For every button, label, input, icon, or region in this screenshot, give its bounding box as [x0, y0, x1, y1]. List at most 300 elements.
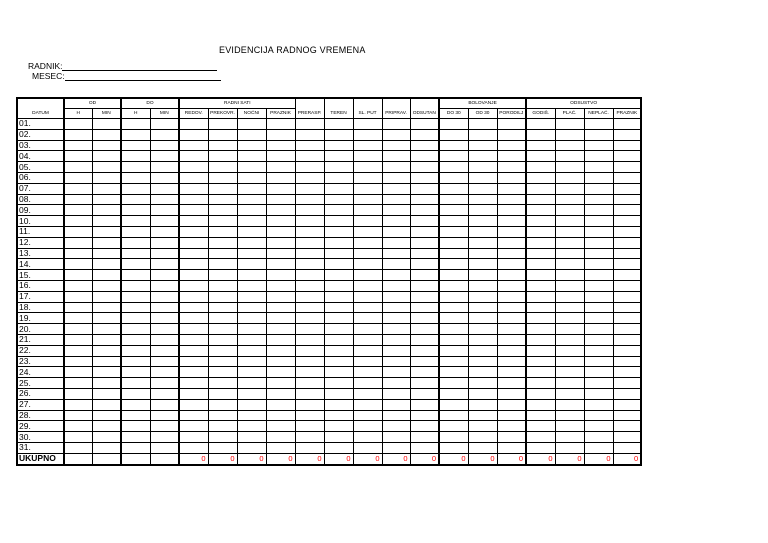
entry-cell[interactable]: [150, 237, 179, 248]
entry-cell[interactable]: [237, 388, 266, 399]
entry-cell[interactable]: [439, 280, 468, 291]
entry-cell[interactable]: [208, 151, 237, 162]
entry-cell[interactable]: [179, 140, 208, 151]
entry-cell[interactable]: [208, 291, 237, 302]
entry-cell[interactable]: [526, 129, 555, 140]
entry-cell[interactable]: [295, 248, 324, 259]
entry-cell[interactable]: [64, 194, 92, 205]
entry-cell[interactable]: [382, 432, 410, 443]
entry-cell[interactable]: [64, 259, 92, 270]
entry-cell[interactable]: [208, 119, 237, 130]
entry-cell[interactable]: [468, 388, 497, 399]
entry-cell[interactable]: [64, 453, 92, 464]
entry-cell[interactable]: [237, 248, 266, 259]
entry-cell[interactable]: [266, 205, 295, 216]
entry-cell[interactable]: [555, 270, 584, 281]
entry-cell[interactable]: [410, 226, 439, 237]
entry-cell[interactable]: [64, 205, 92, 216]
entry-cell[interactable]: [121, 453, 150, 464]
entry-cell[interactable]: [497, 226, 526, 237]
entry-cell[interactable]: [266, 302, 295, 313]
entry-cell[interactable]: [150, 313, 179, 324]
entry-cell[interactable]: [150, 345, 179, 356]
entry-cell[interactable]: [208, 280, 237, 291]
entry-cell[interactable]: [468, 302, 497, 313]
entry-cell[interactable]: [353, 226, 382, 237]
entry-cell[interactable]: [208, 237, 237, 248]
entry-cell[interactable]: [324, 237, 353, 248]
entry-cell[interactable]: [613, 388, 641, 399]
entry-cell[interactable]: [613, 399, 641, 410]
entry-cell[interactable]: [237, 442, 266, 453]
entry-cell[interactable]: [584, 183, 613, 194]
entry-cell[interactable]: [555, 172, 584, 183]
entry-cell[interactable]: [584, 140, 613, 151]
entry-cell[interactable]: [584, 324, 613, 335]
entry-cell[interactable]: [179, 324, 208, 335]
entry-cell[interactable]: [555, 280, 584, 291]
entry-cell[interactable]: [584, 162, 613, 173]
entry-cell[interactable]: [92, 280, 121, 291]
entry-cell[interactable]: [555, 248, 584, 259]
entry-cell[interactable]: [497, 356, 526, 367]
entry-cell[interactable]: [353, 172, 382, 183]
entry-cell[interactable]: [64, 291, 92, 302]
entry-cell[interactable]: [295, 410, 324, 421]
entry-cell[interactable]: [208, 270, 237, 281]
entry-cell[interactable]: [382, 334, 410, 345]
entry-cell[interactable]: [468, 226, 497, 237]
entry-cell[interactable]: [468, 237, 497, 248]
entry-cell[interactable]: [92, 378, 121, 389]
entry-cell[interactable]: [584, 367, 613, 378]
entry-cell[interactable]: [92, 226, 121, 237]
entry-cell[interactable]: [92, 367, 121, 378]
entry-cell[interactable]: [439, 226, 468, 237]
entry-cell[interactable]: [208, 302, 237, 313]
entry-cell[interactable]: [613, 432, 641, 443]
entry-cell[interactable]: [526, 270, 555, 281]
entry-cell[interactable]: [497, 388, 526, 399]
entry-cell[interactable]: [382, 280, 410, 291]
entry-cell[interactable]: [353, 216, 382, 227]
entry-cell[interactable]: [439, 216, 468, 227]
entry-cell[interactable]: [439, 162, 468, 173]
entry-cell[interactable]: [208, 216, 237, 227]
entry-cell[interactable]: [584, 270, 613, 281]
entry-cell[interactable]: [266, 270, 295, 281]
entry-cell[interactable]: [64, 216, 92, 227]
entry-cell[interactable]: [150, 410, 179, 421]
entry-cell[interactable]: [439, 151, 468, 162]
entry-cell[interactable]: [382, 378, 410, 389]
entry-cell[interactable]: [526, 237, 555, 248]
entry-cell[interactable]: [439, 410, 468, 421]
entry-cell[interactable]: [584, 194, 613, 205]
entry-cell[interactable]: [526, 151, 555, 162]
entry-cell[interactable]: [468, 129, 497, 140]
entry-cell[interactable]: [584, 151, 613, 162]
entry-cell[interactable]: [439, 356, 468, 367]
entry-cell[interactable]: [468, 356, 497, 367]
entry-cell[interactable]: [613, 334, 641, 345]
entry-cell[interactable]: [526, 345, 555, 356]
entry-cell[interactable]: [410, 442, 439, 453]
entry-cell[interactable]: [497, 151, 526, 162]
entry-cell[interactable]: [497, 302, 526, 313]
entry-cell[interactable]: [555, 356, 584, 367]
entry-cell[interactable]: [324, 151, 353, 162]
entry-cell[interactable]: [410, 421, 439, 432]
entry-cell[interactable]: [208, 205, 237, 216]
entry-cell[interactable]: [179, 356, 208, 367]
entry-cell[interactable]: [497, 259, 526, 270]
entry-cell[interactable]: [121, 388, 150, 399]
entry-cell[interactable]: [497, 183, 526, 194]
entry-cell[interactable]: [266, 410, 295, 421]
entry-cell[interactable]: [295, 129, 324, 140]
entry-cell[interactable]: [613, 367, 641, 378]
entry-cell[interactable]: [237, 378, 266, 389]
entry-cell[interactable]: [64, 140, 92, 151]
entry-cell[interactable]: [353, 280, 382, 291]
entry-cell[interactable]: [237, 162, 266, 173]
entry-cell[interactable]: [92, 453, 121, 464]
entry-cell[interactable]: [295, 151, 324, 162]
entry-cell[interactable]: [208, 226, 237, 237]
entry-cell[interactable]: [295, 119, 324, 130]
entry-cell[interactable]: [64, 162, 92, 173]
entry-cell[interactable]: [208, 345, 237, 356]
entry-cell[interactable]: [64, 151, 92, 162]
entry-cell[interactable]: [382, 237, 410, 248]
entry-cell[interactable]: [179, 442, 208, 453]
entry-cell[interactable]: [555, 226, 584, 237]
entry-cell[interactable]: [439, 421, 468, 432]
entry-cell[interactable]: [613, 151, 641, 162]
entry-cell[interactable]: [237, 421, 266, 432]
entry-cell[interactable]: [324, 378, 353, 389]
entry-cell[interactable]: [613, 129, 641, 140]
entry-cell[interactable]: [266, 226, 295, 237]
entry-cell[interactable]: [555, 216, 584, 227]
entry-cell[interactable]: [150, 194, 179, 205]
entry-cell[interactable]: [179, 388, 208, 399]
entry-cell[interactable]: [266, 399, 295, 410]
entry-cell[interactable]: [555, 367, 584, 378]
entry-cell[interactable]: [584, 280, 613, 291]
entry-cell[interactable]: [497, 140, 526, 151]
entry-cell[interactable]: [92, 119, 121, 130]
entry-cell[interactable]: [92, 194, 121, 205]
entry-cell[interactable]: [295, 280, 324, 291]
entry-cell[interactable]: [324, 248, 353, 259]
entry-cell[interactable]: [179, 194, 208, 205]
entry-cell[interactable]: [555, 345, 584, 356]
entry-cell[interactable]: [497, 248, 526, 259]
entry-cell[interactable]: [266, 119, 295, 130]
entry-cell[interactable]: [92, 388, 121, 399]
entry-cell[interactable]: [555, 302, 584, 313]
entry-cell[interactable]: [266, 194, 295, 205]
entry-cell[interactable]: [410, 291, 439, 302]
entry-cell[interactable]: [439, 442, 468, 453]
entry-cell[interactable]: [295, 302, 324, 313]
entry-cell[interactable]: [526, 194, 555, 205]
entry-cell[interactable]: [353, 367, 382, 378]
entry-cell[interactable]: [353, 432, 382, 443]
entry-cell[interactable]: [179, 248, 208, 259]
entry-cell[interactable]: [584, 334, 613, 345]
entry-cell[interactable]: [237, 270, 266, 281]
entry-cell[interactable]: [92, 324, 121, 335]
entry-cell[interactable]: [439, 248, 468, 259]
entry-cell[interactable]: [237, 194, 266, 205]
entry-cell[interactable]: [92, 356, 121, 367]
entry-cell[interactable]: [121, 151, 150, 162]
entry-cell[interactable]: [179, 345, 208, 356]
entry-cell[interactable]: [353, 345, 382, 356]
entry-cell[interactable]: [439, 129, 468, 140]
entry-cell[interactable]: [150, 399, 179, 410]
entry-cell[interactable]: [121, 378, 150, 389]
entry-cell[interactable]: [410, 205, 439, 216]
entry-cell[interactable]: [410, 410, 439, 421]
entry-cell[interactable]: [555, 334, 584, 345]
entry-cell[interactable]: [64, 356, 92, 367]
entry-cell[interactable]: [179, 302, 208, 313]
entry-cell[interactable]: [555, 399, 584, 410]
entry-cell[interactable]: [266, 248, 295, 259]
entry-cell[interactable]: [237, 151, 266, 162]
entry-cell[interactable]: [613, 378, 641, 389]
entry-cell[interactable]: [613, 216, 641, 227]
entry-cell[interactable]: [497, 313, 526, 324]
entry-cell[interactable]: [295, 291, 324, 302]
entry-cell[interactable]: [526, 248, 555, 259]
entry-cell[interactable]: [295, 421, 324, 432]
entry-cell[interactable]: [584, 421, 613, 432]
entry-cell[interactable]: [497, 194, 526, 205]
entry-cell[interactable]: [150, 388, 179, 399]
entry-cell[interactable]: [295, 378, 324, 389]
entry-cell[interactable]: [439, 237, 468, 248]
entry-cell[interactable]: [410, 216, 439, 227]
entry-cell[interactable]: [410, 129, 439, 140]
entry-cell[interactable]: [353, 194, 382, 205]
entry-cell[interactable]: [555, 205, 584, 216]
entry-cell[interactable]: [353, 248, 382, 259]
entry-cell[interactable]: [208, 129, 237, 140]
entry-cell[interactable]: [121, 172, 150, 183]
entry-cell[interactable]: [584, 291, 613, 302]
entry-cell[interactable]: [613, 410, 641, 421]
entry-cell[interactable]: [410, 399, 439, 410]
entry-cell[interactable]: [526, 442, 555, 453]
entry-cell[interactable]: [208, 399, 237, 410]
entry-cell[interactable]: [150, 172, 179, 183]
entry-cell[interactable]: [353, 259, 382, 270]
entry-cell[interactable]: [121, 216, 150, 227]
entry-cell[interactable]: [468, 119, 497, 130]
entry-cell[interactable]: [613, 248, 641, 259]
entry-cell[interactable]: [584, 119, 613, 130]
entry-cell[interactable]: [439, 205, 468, 216]
entry-cell[interactable]: [497, 237, 526, 248]
entry-cell[interactable]: [121, 248, 150, 259]
entry-cell[interactable]: [121, 291, 150, 302]
entry-cell[interactable]: [526, 302, 555, 313]
entry-cell[interactable]: [382, 119, 410, 130]
entry-cell[interactable]: [613, 280, 641, 291]
entry-cell[interactable]: [353, 302, 382, 313]
entry-cell[interactable]: [237, 172, 266, 183]
entry-cell[interactable]: [121, 324, 150, 335]
entry-cell[interactable]: [526, 432, 555, 443]
entry-cell[interactable]: [382, 226, 410, 237]
entry-cell[interactable]: [439, 172, 468, 183]
entry-cell[interactable]: [497, 334, 526, 345]
entry-cell[interactable]: [410, 248, 439, 259]
entry-cell[interactable]: [613, 237, 641, 248]
entry-cell[interactable]: [353, 270, 382, 281]
entry-cell[interactable]: [382, 302, 410, 313]
entry-cell[interactable]: [121, 410, 150, 421]
entry-cell[interactable]: [382, 205, 410, 216]
entry-cell[interactable]: [208, 442, 237, 453]
entry-cell[interactable]: [179, 313, 208, 324]
entry-cell[interactable]: [121, 334, 150, 345]
entry-cell[interactable]: [410, 172, 439, 183]
entry-cell[interactable]: [150, 270, 179, 281]
entry-cell[interactable]: [237, 129, 266, 140]
entry-cell[interactable]: [208, 259, 237, 270]
entry-cell[interactable]: [468, 140, 497, 151]
entry-cell[interactable]: [92, 345, 121, 356]
entry-cell[interactable]: [179, 129, 208, 140]
entry-cell[interactable]: [64, 345, 92, 356]
entry-cell[interactable]: [237, 356, 266, 367]
entry-cell[interactable]: [497, 216, 526, 227]
entry-cell[interactable]: [150, 356, 179, 367]
entry-cell[interactable]: [64, 324, 92, 335]
entry-cell[interactable]: [410, 388, 439, 399]
entry-cell[interactable]: [353, 205, 382, 216]
entry-cell[interactable]: [324, 129, 353, 140]
entry-cell[interactable]: [324, 216, 353, 227]
entry-cell[interactable]: [64, 172, 92, 183]
entry-cell[interactable]: [468, 345, 497, 356]
entry-cell[interactable]: [179, 259, 208, 270]
entry-cell[interactable]: [266, 151, 295, 162]
entry-cell[interactable]: [526, 399, 555, 410]
entry-cell[interactable]: [410, 345, 439, 356]
entry-cell[interactable]: [208, 410, 237, 421]
entry-cell[interactable]: [64, 129, 92, 140]
entry-cell[interactable]: [382, 151, 410, 162]
entry-cell[interactable]: [410, 237, 439, 248]
entry-cell[interactable]: [92, 129, 121, 140]
entry-cell[interactable]: [555, 291, 584, 302]
entry-cell[interactable]: [382, 410, 410, 421]
entry-cell[interactable]: [497, 172, 526, 183]
entry-cell[interactable]: [179, 183, 208, 194]
entry-cell[interactable]: [468, 313, 497, 324]
entry-cell[interactable]: [179, 399, 208, 410]
entry-cell[interactable]: [353, 183, 382, 194]
entry-cell[interactable]: [92, 270, 121, 281]
entry-cell[interactable]: [353, 291, 382, 302]
entry-cell[interactable]: [526, 334, 555, 345]
entry-cell[interactable]: [324, 302, 353, 313]
entry-cell[interactable]: [439, 291, 468, 302]
entry-cell[interactable]: [92, 205, 121, 216]
entry-cell[interactable]: [526, 388, 555, 399]
entry-cell[interactable]: [613, 119, 641, 130]
entry-cell[interactable]: [410, 140, 439, 151]
entry-cell[interactable]: [324, 356, 353, 367]
entry-cell[interactable]: [121, 399, 150, 410]
entry-cell[interactable]: [555, 259, 584, 270]
entry-cell[interactable]: [64, 388, 92, 399]
entry-cell[interactable]: [179, 237, 208, 248]
entry-cell[interactable]: [468, 194, 497, 205]
entry-cell[interactable]: [237, 237, 266, 248]
entry-cell[interactable]: [382, 324, 410, 335]
entry-cell[interactable]: [266, 162, 295, 173]
entry-cell[interactable]: [497, 324, 526, 335]
entry-cell[interactable]: [439, 345, 468, 356]
entry-cell[interactable]: [410, 432, 439, 443]
entry-cell[interactable]: [410, 259, 439, 270]
entry-cell[interactable]: [382, 313, 410, 324]
entry-cell[interactable]: [382, 183, 410, 194]
entry-cell[interactable]: [266, 280, 295, 291]
entry-cell[interactable]: [208, 388, 237, 399]
entry-cell[interactable]: [555, 119, 584, 130]
worker-field[interactable]: [28, 61, 217, 71]
entry-cell[interactable]: [208, 432, 237, 443]
entry-cell[interactable]: [468, 334, 497, 345]
entry-cell[interactable]: [121, 162, 150, 173]
entry-cell[interactable]: [150, 367, 179, 378]
entry-cell[interactable]: [150, 421, 179, 432]
entry-cell[interactable]: [324, 324, 353, 335]
entry-cell[interactable]: [613, 226, 641, 237]
entry-cell[interactable]: [295, 324, 324, 335]
entry-cell[interactable]: [92, 172, 121, 183]
entry-cell[interactable]: [324, 313, 353, 324]
entry-cell[interactable]: [439, 270, 468, 281]
entry-cell[interactable]: [410, 356, 439, 367]
entry-cell[interactable]: [584, 345, 613, 356]
entry-cell[interactable]: [497, 421, 526, 432]
entry-cell[interactable]: [121, 356, 150, 367]
entry-cell[interactable]: [353, 129, 382, 140]
entry-cell[interactable]: [324, 280, 353, 291]
entry-cell[interactable]: [237, 399, 266, 410]
entry-cell[interactable]: [179, 421, 208, 432]
entry-cell[interactable]: [555, 162, 584, 173]
entry-cell[interactable]: [584, 388, 613, 399]
entry-cell[interactable]: [266, 291, 295, 302]
entry-cell[interactable]: [64, 442, 92, 453]
entry-cell[interactable]: [64, 313, 92, 324]
entry-cell[interactable]: [92, 399, 121, 410]
entry-cell[interactable]: [382, 367, 410, 378]
entry-cell[interactable]: [613, 356, 641, 367]
entry-cell[interactable]: [295, 172, 324, 183]
